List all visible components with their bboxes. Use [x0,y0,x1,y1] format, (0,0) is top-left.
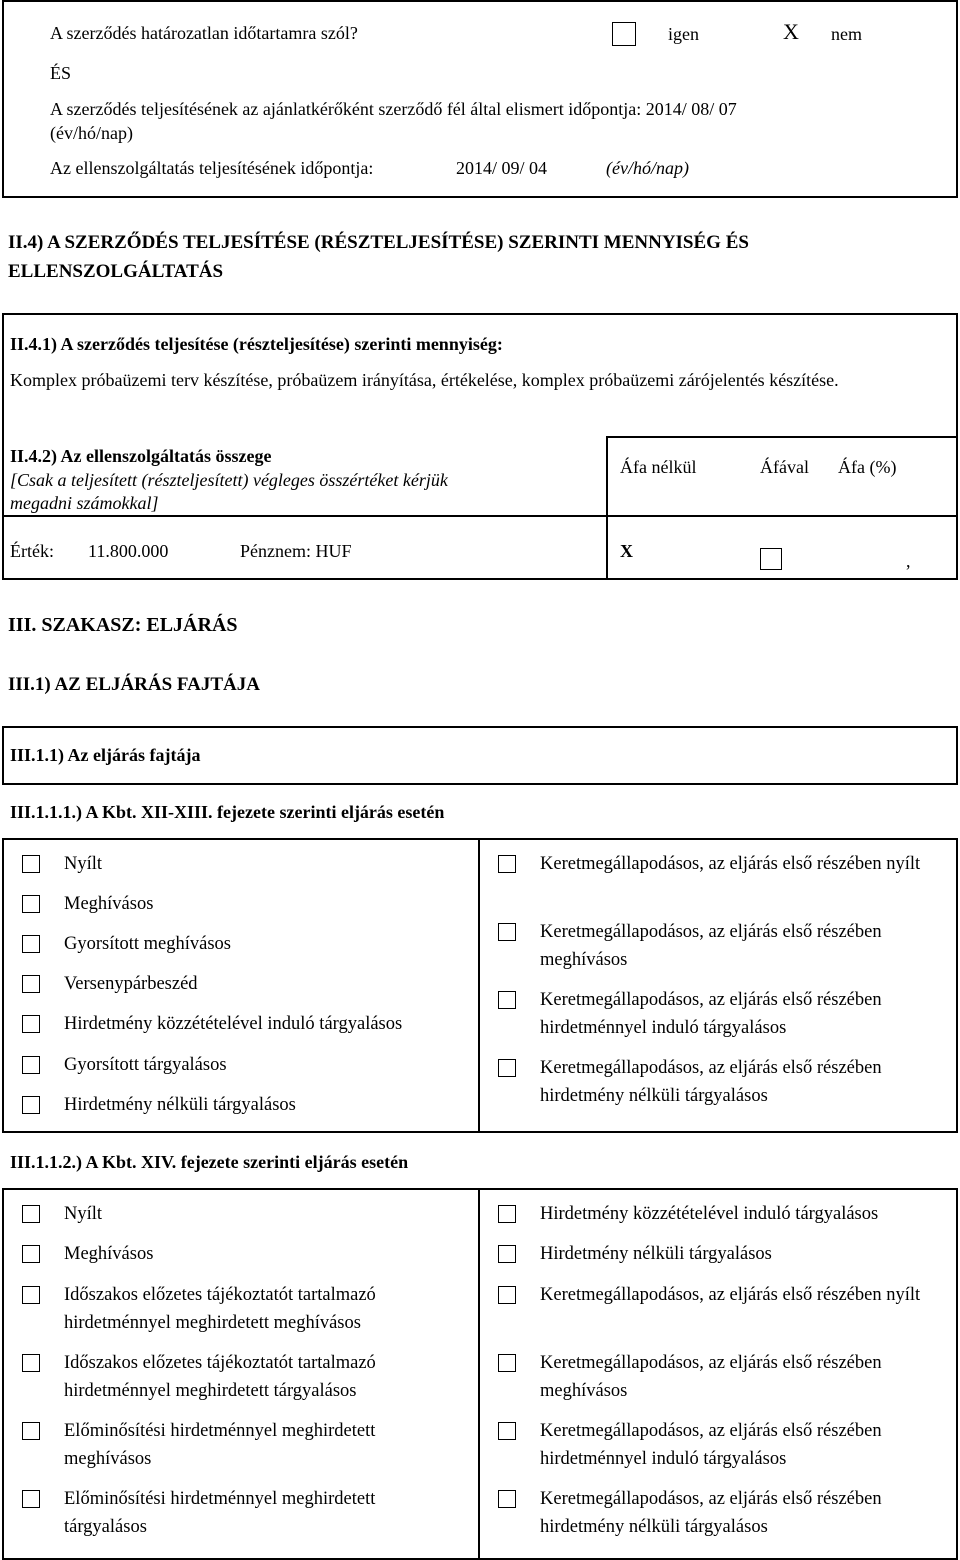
with-vat-checkbox[interactable] [760,548,782,570]
vat-pct-value: , [906,551,911,571]
option-label: Hirdetmény közzétételével induló tárgyalásos [540,1204,879,1224]
and-label: ÉS [50,63,72,83]
sub2-note: [Csak a teljesített (részteljesített) végleges összértéket kérjük [10,470,448,490]
completion-unit: (év/hó/nap) [50,123,133,143]
option-label: Keretmegállapodásos, az eljárás első részében meghívásos [540,922,882,970]
divider [478,838,480,1133]
col-vat-pct: Áfa (%) [838,457,897,477]
option-label: Nyílt [64,1204,103,1224]
checkbox-xiv-keret-nyilt[interactable] [498,1286,516,1304]
checkbox-xiv-keret-hirdetmeny-nelkuli[interactable] [498,1490,516,1508]
option-label: Keretmegállapodásos, az eljárás első részében hirdetménnyel induló tárgyalásos [540,1421,882,1469]
value-label: Érték: [10,541,54,561]
col-with-vat: Áfával [760,457,809,477]
checkbox-xiv-hirdetmeny-kozzetetelevel[interactable] [498,1205,516,1223]
col-no-vat: Áfa nélkül [620,457,697,477]
option-label: Keretmegállapodásos, az eljárás első részében hirdetmény nélküli tárgyalásos [540,1058,882,1106]
checkbox-hirdetmeny-nelkuli[interactable] [22,1096,40,1114]
option-label: Időszakos előzetes tájékoztatót tartalmazó hirdetménnyel meghirdetett tárgyalásos [64,1353,376,1401]
completion-date-line: A szerződés teljesítésének az ajánlatkérőként szerződő fél által elismert időpontja: 2014/ 08/ 07 [50,99,737,119]
option-label: Meghívásos [64,1244,154,1264]
checkbox-xiv-elominositesi-targyalasos[interactable] [22,1490,40,1508]
service-date-label: Az ellenszolgáltatás teljesítésének időpontja: [50,158,374,178]
no-mark: X [783,19,799,44]
divider [606,436,608,580]
divider [478,1188,480,1560]
checkbox-xiv-keret-meghivasos[interactable] [498,1354,516,1372]
sub2-title: II.4.2) Az ellenszolgáltatás összege [10,446,272,466]
checkbox-keret-meghivasos[interactable] [498,923,516,941]
option-label: Hirdetmény nélküli tárgyalásos [540,1244,772,1264]
service-date-unit: (év/hó/nap) [606,158,689,178]
sub1-title: II.4.1) A szerződés teljesítése (részteljesítése) szerinti mennyiség: [10,334,503,354]
section-ii4-heading: II.4) A SZERZŐDÉS TELJESÍTÉSE (RÉSZTELJESÍTÉSE) SZERINTI MENNYISÉG ÉS [8,232,749,253]
value-amount: 11.800.000 [88,541,169,561]
option-label: Hirdetmény nélküli tárgyalásos [64,1095,296,1115]
checkbox-xiv-elominositesi-meghivasos[interactable] [22,1422,40,1440]
option-label: Versenypárbeszéd [64,974,198,994]
option-label: Előminősítési hirdetménnyel meghirdetett meghívásos [64,1421,376,1469]
option-label: Gyorsított meghívásos [64,934,232,954]
divider [2,515,958,517]
indefinite-question: A szerződés határozatlan időtartamra szól? [50,23,358,43]
divider [606,436,958,438]
no-vat-mark: X [620,541,633,561]
yes-checkbox[interactable] [612,22,636,46]
checkbox-xiv-keret-hirdetmennyel[interactable] [498,1422,516,1440]
sub2-note-cont: megadni számokkal] [10,493,159,513]
checkbox-keret-hirdetmennyel[interactable] [498,991,516,1009]
service-date-value: 2014/ 09/ 04 [456,158,548,178]
part2-title: III.1.1.2.) A Kbt. XIV. fejezete szerinti eljárás esetén [10,1152,409,1172]
option-label: Gyorsított tárgyalásos [64,1055,227,1075]
currency-label: Pénznem: HUF [240,541,352,561]
option-label: Keretmegállapodásos, az eljárás első részében nyílt [540,854,921,874]
section-iii1-title: III.1) AZ ELJÁRÁS FAJTÁJA [8,674,260,695]
checkbox-xiv-idoszakos-meghivasos[interactable] [22,1286,40,1304]
sub1-text: Komplex próbaüzemi terv készítése, próbaüzem irányítása, értékelése, komplex próbaüzemi zárójelentés készítése. [10,370,839,390]
checkbox-xiv-hirdetmeny-nelkuli[interactable] [498,1245,516,1263]
option-label: Keretmegállapodásos, az eljárás első részében nyílt [540,1285,921,1305]
checkbox-hirdetmeny-kozzetetelevel[interactable] [22,1015,40,1033]
option-label: Időszakos előzetes tájékoztatót tartalmazó hirdetménnyel meghirdetett meghívásos [64,1285,376,1333]
section-ii4-heading-cont: ELLENSZOLGÁLTATÁS [8,261,224,282]
section-iii-title: III. SZAKASZ: ELJÁRÁS [8,614,238,636]
yes-label: igen [668,24,699,44]
checkbox-versenyparbeszed[interactable] [22,975,40,993]
option-label: Nyílt [64,854,103,874]
checkbox-xiv-idoszakos-targyalasos[interactable] [22,1354,40,1372]
checkbox-nyilt[interactable] [22,855,40,873]
checkbox-gyorsitott-meghivasos[interactable] [22,935,40,953]
checkbox-keret-hirdetmeny-nelkuli[interactable] [498,1059,516,1077]
part1-title: III.1.1.1.) A Kbt. XII-XIII. fejezete szerinti eljárás esetén [10,802,445,822]
proc-type-title: III.1.1) Az eljárás fajtája [10,745,201,765]
no-label: nem [831,24,862,44]
option-label: Keretmegállapodásos, az eljárás első részében hirdetménnyel induló tárgyalásos [540,990,882,1038]
option-label: Hirdetmény közzétételével induló tárgyalásos [64,1014,403,1034]
option-label: Keretmegállapodásos, az eljárás első részében hirdetmény nélküli tárgyalásos [540,1489,882,1537]
checkbox-gyorsitott-targyalasos[interactable] [22,1056,40,1074]
option-label: Keretmegállapodásos, az eljárás első részében meghívásos [540,1353,882,1401]
checkbox-meghivasos[interactable] [22,895,40,913]
option-label: Meghívásos [64,894,154,914]
checkbox-xiv-nyilt[interactable] [22,1205,40,1223]
checkbox-xiv-meghivasos[interactable] [22,1245,40,1263]
checkbox-keret-nyilt[interactable] [498,855,516,873]
option-label: Előminősítési hirdetménnyel meghirdetett tárgyalásos [64,1489,376,1537]
